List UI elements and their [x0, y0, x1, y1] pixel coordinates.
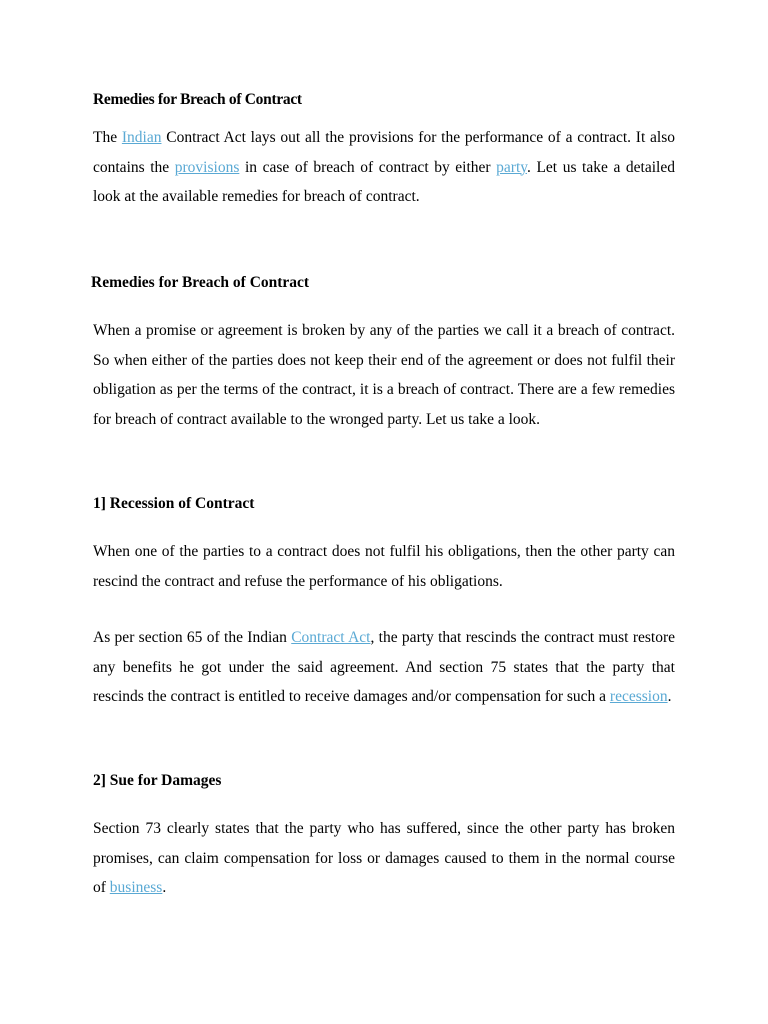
intro-paragraph: [93, 123, 675, 212]
recession-text-2: , the party that rescinds the contract must restore any benefits he got under the said agreement. And section 75 states that the party that rescinds the contract is entitled to receive damages and/or compensation for such a: [93, 629, 675, 705]
link-provisions[interactable]: provisions: [174, 158, 240, 176]
intro-text-3: in case of breach of contract by either: [239, 158, 497, 176]
section-heading-remedies: Remedies for Breach of Contract: [91, 274, 310, 291]
intro-text-2: Contract Act lays out all the provisions for the performance of a contract. It also contains the: [93, 129, 675, 176]
link-indian[interactable]: Indian: [121, 129, 162, 146]
section-heading-sue: 2] Sue for Damages: [93, 772, 222, 789]
recession-paragraph-1: When one of the parties to a contract does not fulfil his obligations, then the other party can rescind the contract and refuse the performance of his obligations.: [93, 543, 675, 590]
sue-paragraph: [93, 814, 675, 903]
link-recession[interactable]: recession: [609, 688, 668, 705]
recession-paragraph-2: [93, 623, 675, 712]
link-party[interactable]: party: [496, 158, 527, 176]
section-heading-recession: 1] Recession of Contract: [93, 495, 255, 512]
recession-text-1: As per section 65 of the Indian: [93, 629, 292, 646]
link-contract-act[interactable]: Contract Act: [291, 629, 371, 646]
intro-text-4: . Let us take a detailed look at the available remedies for breach of contract.: [93, 158, 675, 205]
document-title: Remedies for Breach of Contract: [93, 91, 302, 108]
link-business[interactable]: business: [109, 879, 163, 896]
sue-text-2: .: [162, 879, 167, 896]
remedies-paragraph: When a promise or agreement is broken by any of the parties we call it a breach of contract. So when either of the parties does not keep their end of the agreement or does not fulfil their obligation as per the terms of the contract, it is a breach of contract. There are a few remedies for breach of contract available to the wronged party. Let us take a look.: [93, 322, 675, 428]
sue-text-1: Section 73 clearly states that the party who has suffered, since the other party has broken promises, can claim compensation for loss or damages caused to them in the normal course of: [93, 820, 675, 896]
recession-text-3: .: [667, 688, 672, 705]
intro-text-1: The: [93, 129, 122, 146]
